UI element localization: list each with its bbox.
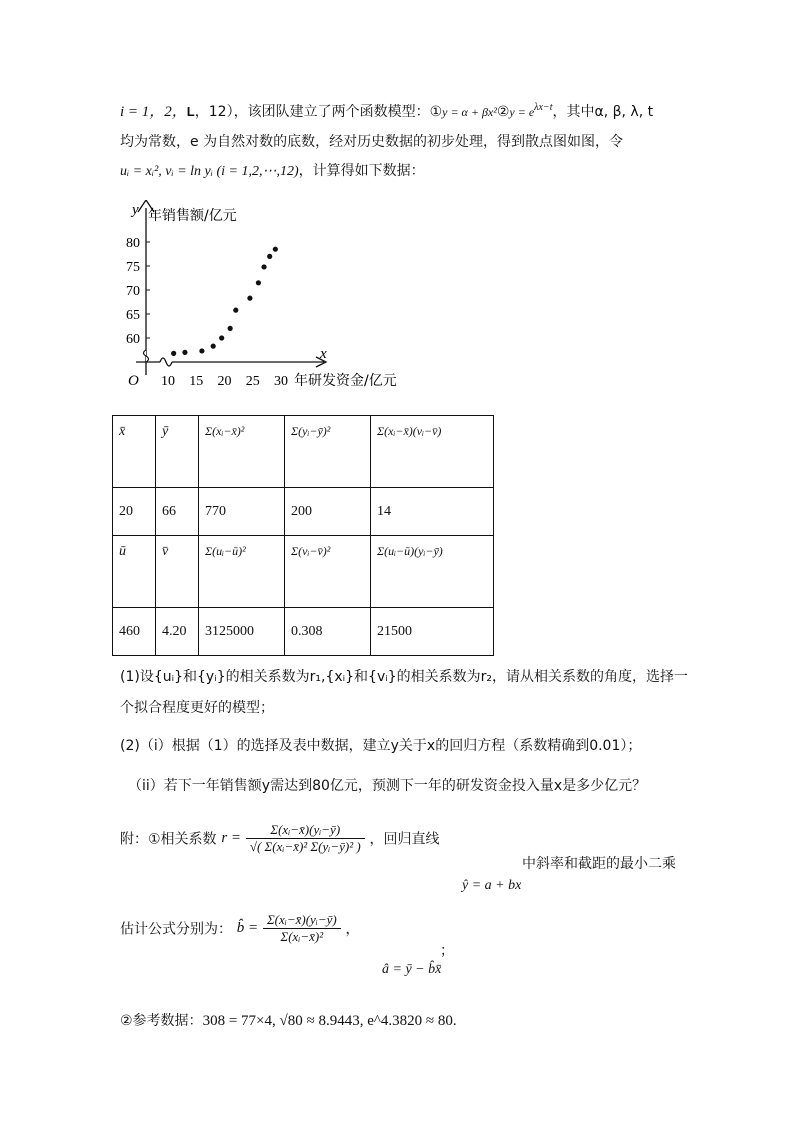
x-tick-label: 10: [161, 374, 175, 389]
table-cell: 770: [199, 488, 285, 536]
table-cell: 3125000: [199, 608, 285, 656]
semicolon: ；: [440, 943, 454, 959]
ellipsis-glyph: L: [186, 104, 195, 119]
intro-line-3: [120, 160, 425, 180]
index-range: i = 1，2，: [120, 104, 187, 120]
table-cell: v̄: [156, 536, 199, 608]
model-1-formula: y = α + βx²: [442, 105, 497, 119]
b-lhs: b̂ =: [236, 920, 259, 936]
table-cell: Σ(xᵢ−x̄)(vᵢ−v̄): [371, 416, 494, 488]
question-2-i: (2)（i）根据（1）的选择及表中数据，建立y关于x的回归方程（系数精确到0.01）；: [120, 738, 642, 754]
reference-values: 308 = 77×4, √80 ≈ 8.9443, e^4.3820 ≈ 80.: [202, 1013, 457, 1029]
table-row: [113, 488, 494, 536]
data-point: [256, 280, 261, 285]
regression-line-formula: ŷ = a + bx: [462, 878, 522, 893]
appendix-label: 附：①相关系数: [120, 831, 217, 848]
intro-line-1: [120, 100, 653, 121]
x-axis-letter: x: [320, 346, 327, 362]
data-point: [273, 247, 278, 252]
x-tick-label: 15: [189, 374, 204, 389]
appendix-correlation: [120, 822, 439, 855]
table-cell: 4.20: [156, 608, 199, 656]
model-2-exponent: λx−t: [534, 102, 553, 113]
slope-fraction: [263, 912, 341, 945]
intro-text: ，12），该团队建立了两个函数模型：①: [194, 104, 443, 120]
data-point: [211, 344, 216, 349]
table-cell: 200: [285, 488, 371, 536]
y-tick-label: 60: [126, 332, 140, 347]
table-cell: ū: [113, 536, 156, 608]
table-cell: 460: [113, 608, 156, 656]
y-axis-letter: y: [132, 202, 139, 218]
table-cell: Σ(uᵢ−ū)²: [199, 536, 285, 608]
chart-points: [171, 247, 278, 356]
model-2-formula: y = e: [509, 105, 535, 119]
question-2-ii: （ii）若下一年销售额y需达到80亿元，预测下一年的研发资金投入量x是多少亿元？: [128, 778, 647, 794]
table-cell: 20: [113, 488, 156, 536]
comma: ，: [345, 921, 360, 938]
y-tick-label: 70: [126, 284, 140, 299]
table-cell: 21500: [371, 608, 494, 656]
x-tick-label: 30: [274, 374, 288, 389]
data-point: [219, 335, 224, 340]
table-row: [113, 608, 494, 656]
correlation-denominator: √( Σ(xᵢ−x̄)² Σ(yᵢ−ȳ)² ): [249, 839, 361, 854]
intro-line-3-text: ，计算得如下数据：: [298, 163, 425, 179]
data-point: [228, 326, 233, 331]
correlation-fraction: [246, 822, 365, 855]
table-cell: ȳ: [156, 416, 199, 488]
appendix-estimators: [120, 912, 360, 945]
intercept-formula: â = ȳ − b̂x̄: [382, 962, 442, 977]
reference-label: ②参考数据：: [120, 1013, 203, 1029]
table-cell: Σ(yᵢ−ȳ)²: [285, 416, 371, 488]
least-squares-text: 中斜率和截距的最小二乘: [522, 856, 676, 872]
x-tick-label: 20: [217, 374, 232, 389]
y-axis-label: 年销售额/亿元: [148, 208, 237, 224]
estimator-label: 估计公式分别为：: [120, 921, 232, 938]
data-point: [261, 264, 266, 269]
question-1-line-1: (1)设{uᵢ}和{yᵢ}的相关系数为r₁,{xᵢ}和{vᵢ}的相关系数为r₂，请从相关系数的角度，选择一: [120, 669, 689, 685]
table-cell: 14: [371, 488, 494, 536]
r-lhs: r =: [221, 830, 242, 846]
reference-data: [120, 1010, 457, 1030]
table-cell: Σ(uᵢ−ū)(yᵢ−ȳ): [371, 536, 494, 608]
slope-denominator: Σ(xᵢ−x̄)²: [280, 929, 324, 944]
slope-numerator: Σ(xᵢ−x̄)(yᵢ−ȳ): [263, 912, 341, 929]
data-point: [267, 254, 272, 259]
intro-line-2: 均为常数，e 为自然对数的底数，经对历史数据的初步处理，得到散点图如图，令: [120, 134, 624, 150]
correlation-numerator: Σ(xᵢ−x̄)(yᵢ−ȳ): [246, 822, 365, 839]
table-cell: 66: [156, 488, 199, 536]
statistics-table: [112, 415, 494, 656]
axis-break-icon: [160, 358, 172, 366]
y-tick-label: 65: [126, 308, 140, 323]
table-row: [113, 536, 494, 608]
data-point: [247, 296, 252, 301]
table-cell: x̄: [113, 416, 156, 488]
table-cell: 0.308: [285, 608, 371, 656]
table-cell: Σ(xᵢ−x̄)²: [199, 416, 285, 488]
data-point: [233, 308, 238, 313]
x-axis-label: 年研发资金/亿元: [294, 373, 397, 389]
x-tick-label: 25: [245, 374, 260, 389]
regression-line-text: ，回归直线: [369, 831, 440, 848]
scatter-chart: [118, 200, 418, 400]
substitution-formula: uᵢ = xᵢ², vᵢ = ln yᵢ (i = 1,2,⋯,12): [120, 164, 299, 179]
y-tick-label: 75: [126, 260, 140, 275]
circle-2: ②: [496, 104, 510, 120]
constants-text: ，其中α, β, λ, t: [552, 104, 654, 120]
data-point: [171, 351, 176, 356]
question-1-line-2: 个拟合程度更好的模型；: [120, 700, 274, 716]
y-tick-label: 80: [126, 236, 140, 251]
table-row: [113, 416, 494, 488]
y-axis-break-icon: [144, 350, 149, 362]
origin-label: O: [128, 373, 139, 389]
table-cell: Σ(vᵢ−v̄)²: [285, 536, 371, 608]
data-point: [199, 348, 204, 353]
chart-axes: [136, 200, 326, 375]
data-point: [182, 350, 187, 355]
chart-ticks: [126, 202, 327, 389]
